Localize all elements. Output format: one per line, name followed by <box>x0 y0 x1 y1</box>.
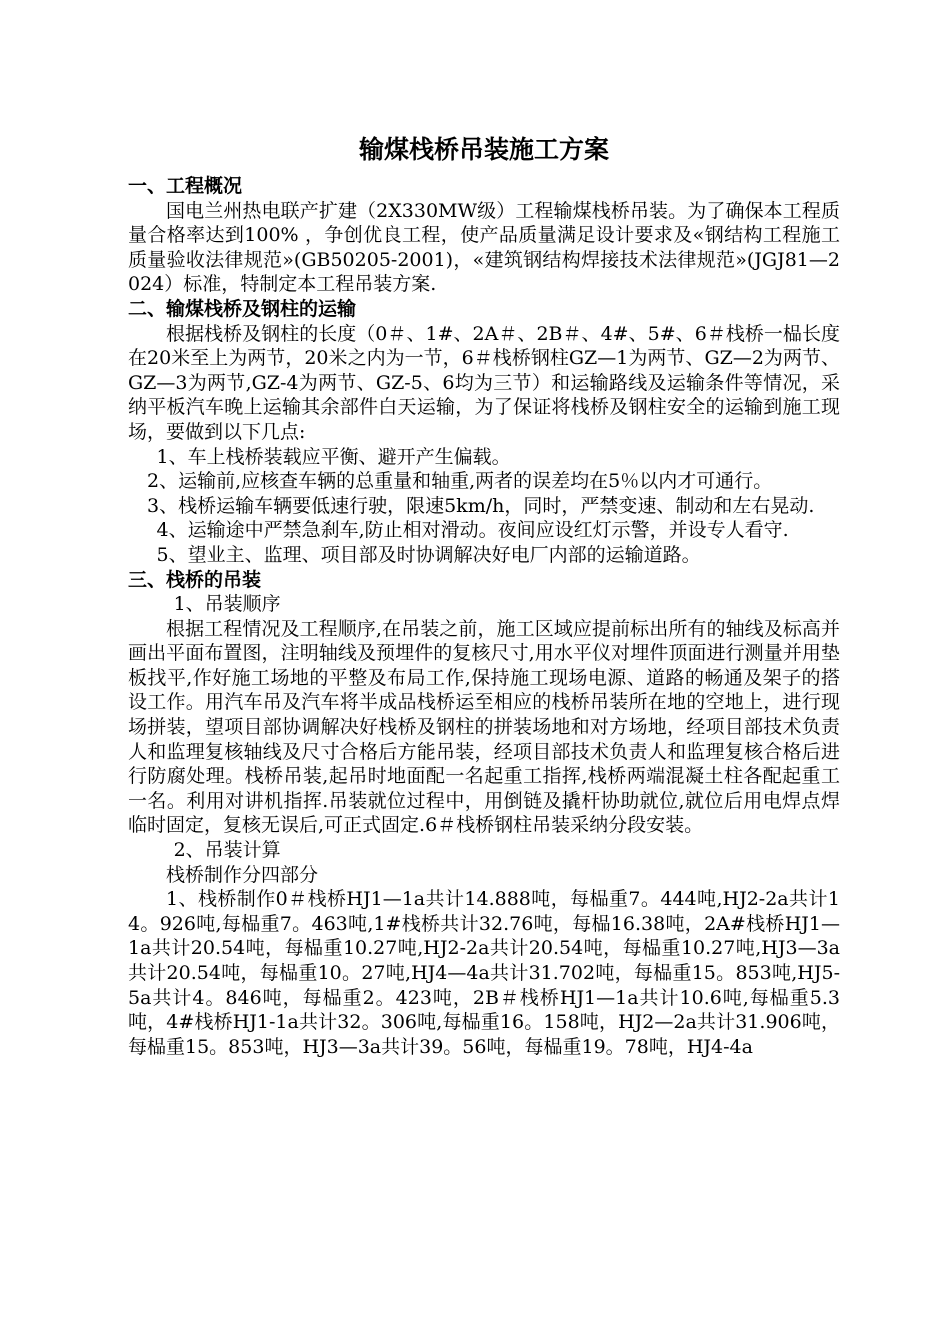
document-page <box>128 134 840 1059</box>
section-heading-transport: 二、输煤栈桥及钢柱的运输 <box>128 297 357 320</box>
subheading-hoisting-order: 1、吊装顺序 <box>173 593 281 616</box>
list-item-transport-1: 1、车上栈桥装载应平衡、避开产生偏载。 <box>156 445 511 468</box>
paragraph-transport-intro: 根据栈桥及钢柱的长度（0＃、1#、2A＃、2B＃、4#、5#、6＃栈桥一榀长度在20米至上为两节，20米之内为一节，6＃栈桥钢柱GZ—1为两节、GZ—2为两节、GZ—3为两节,GZ-4为两节、GZ-5、6均为三节）和运输路线及运输条件等情况，采纳平板汽车晚上运输其余部件白天运输，为了保证将栈桥及钢柱安全的运输到施工现场，要做到以下几点: <box>128 322 840 443</box>
section-heading-overview: 一、工程概况 <box>128 175 243 197</box>
list-item-transport-5: 5、望业主、监理、项目部及时协调解决好电厂内部的运输道路。 <box>156 543 701 566</box>
list-item-transport-3: 3、栈桥运输车辆要低速行驶，限速5km/h，同时，严禁变速、制动和左右晃动. <box>147 494 815 517</box>
subheading-bridge-parts: 栈桥制作分四部分 <box>166 863 319 886</box>
list-item-transport-4: 4、运输途中严禁急刹车,防止相对滑动。夜间应设红灯示警，并设专人看守. <box>156 519 789 542</box>
subheading-hoisting-calc: 2、吊装计算 <box>173 839 281 862</box>
section-heading-hoisting: 三、栈桥的吊装 <box>128 568 262 591</box>
list-item-transport-2: 2、运输前,应核查车辆的总重量和轴重,两者的误差均在5％以内才可通行。 <box>147 470 773 493</box>
paragraph-hoisting-order: 根据工程情况及工程顺序,在吊装之前，施工区域应提前标出所有的轴线及标高并画出平面布置图，注明轴线及预埋件的复核尺寸,用水平仪对埋件顶面进行测量并用垫板找平,作好施工场地的平整及布局工作,保持施工现场电源、道路的畅通及架子的搭设工作。用汽车吊及汽车将半成品栈桥运至相应的栈桥吊装所在地的空地上，进行现场拼装，望项目部协调解决好栈桥及钢柱的拼装场地和对方场地，经项目部技术负责人和监理复核轴线及尺寸合格后方能吊装，经项目部技术负责人和监理复核合格后进行防腐处理。栈桥吊装,起吊时地面配一名起重工指挥,栈桥两端混凝土柱各配起重工一名。利用对讲机指挥.吊装就位过程中，用倒链及撬杆协助就位,就位后用电焊点焊临时固定，复核无误后,可正式固定.6＃栈桥钢柱吊装采纳分段安装。 <box>128 617 840 837</box>
document-title: 输煤栈桥吊装施工方案 <box>358 135 609 164</box>
paragraph-bridge-weights: 1、栈桥制作0＃栈桥HJ1—1a共计14.888吨，每榀重7。444吨,HJ2-2a共计14。926吨,每榀重7。463吨,1#栈桥共计32.76吨，每榀16.38吨，2A#栈桥HJ1—1a共计20.54吨，每榀重10.27吨,HJ2-2a共计20.54吨，每榀重10.27吨,HJ3—3a共计20.54吨，每榀重10。27吨,HJ4—4a共计31.702吨，每榀重15。853吨,HJ5-5a共计4。846吨，每榀重2。423吨，2B＃栈桥HJ1—1a共计10.6吨,每榀重5.3吨，4#栈桥HJ1-1a共计32。306吨,每榀重16。158吨，HJ2—2a共计31.906吨，每榀重15。853吨，HJ3—3a共计39。56吨，每榀重19。78吨，HJ4-4a <box>128 888 840 1058</box>
paragraph-overview: 国电兰州热电联产扩建（2X330MW级）工程输煤栈桥吊装。为了确保本工程质量合格率达到100% ，争创优良工程，使产品质量满足设计要求及«钢结构工程施工质量验收法律规范»(GB50205-2001)，«建筑钢结构焊接技术法律规范»(JGJ81—2024）标准，特制定本工程吊装方案. <box>128 199 840 296</box>
